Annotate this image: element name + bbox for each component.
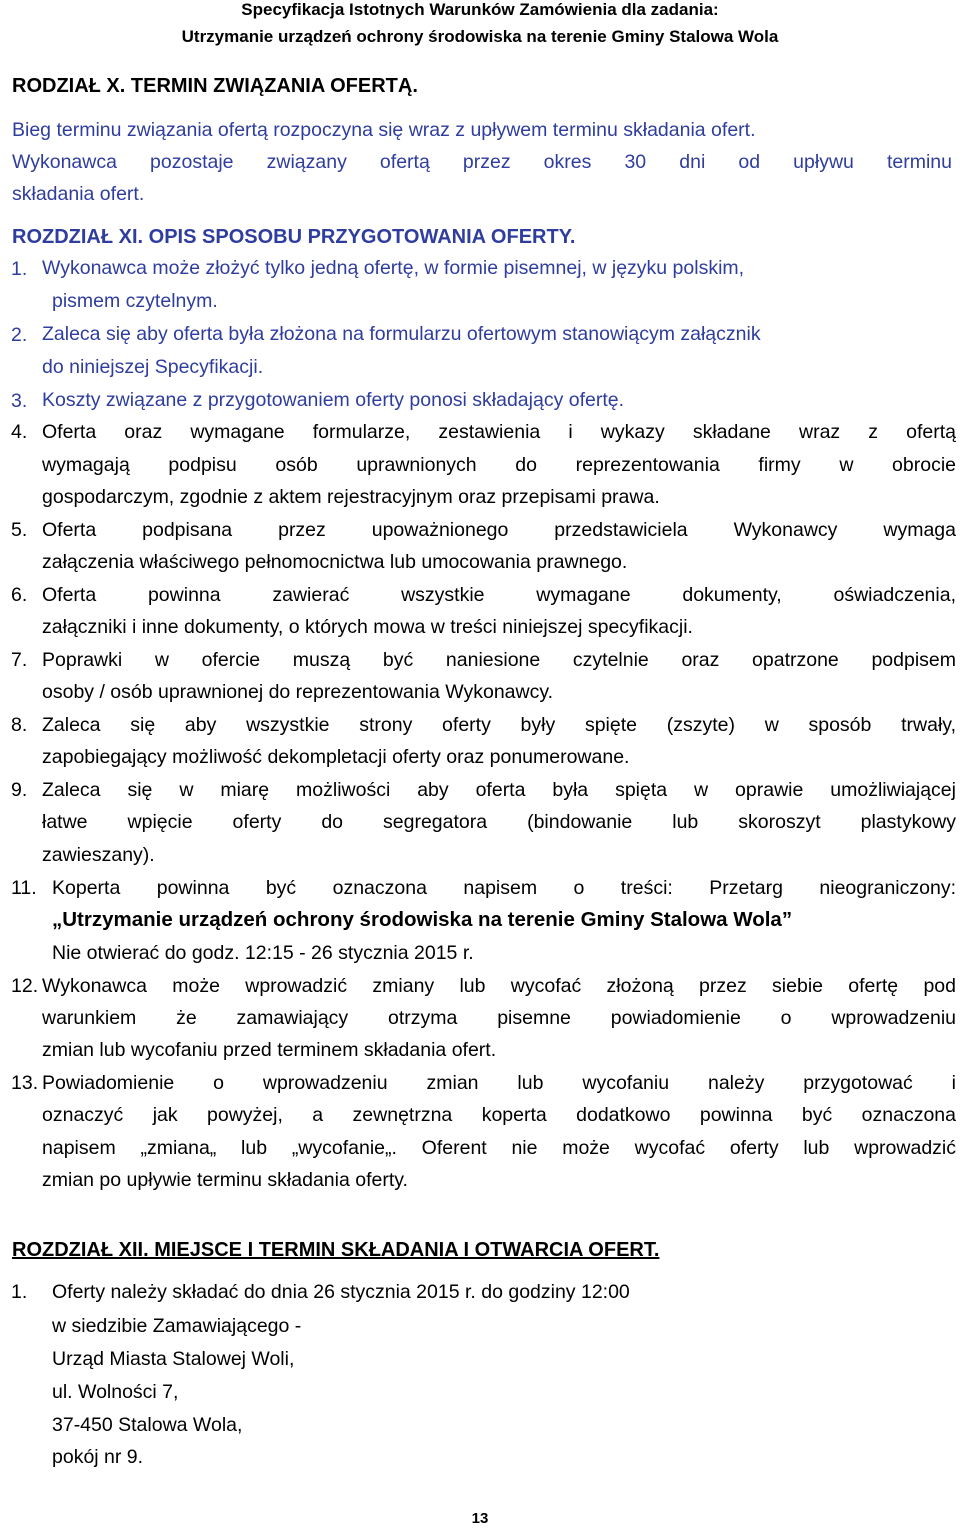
list-item-line: osoby / osób uprawnionej do reprezentowania Wykonawcy. [42,681,554,703]
page-number: 13 [471,1510,489,1527]
chapter-10-line: Wykonawca pozostaje związany ofertą przez okres 30 dni od upływu terminu [12,151,952,173]
list-item-line: gospodarczym, zgodnie z aktem rejestracyjnym oraz przepisami prawa. [42,486,660,508]
list-item-line: Koperta powinna być oznaczona napisem o treści: Przetarg nieograniczony: [52,877,956,899]
submission-line: Oferty należy składać do dnia 26 stycznia 2015 r. do godziny 12:00 [52,1281,630,1303]
envelope-label: „Utrzymanie urządzeń ochrony środowiska na terenie Gminy Stalowa Wola” [52,908,793,931]
list-number: 5. [11,519,28,541]
list-number: 9. [11,779,28,801]
submission-line: pokój nr 9. [52,1446,144,1468]
list-number: 2. [11,324,28,346]
list-number: 13. [11,1072,39,1094]
list-item-line: zapobiegający możliwość dekompletacji oferty oraz ponumerowane. [42,746,630,768]
list-number: 1. [11,258,28,280]
list-number: 12. [11,975,39,997]
list-item-line: oznaczyć jak powyżej, a zewnętrzna koperta dodatkowo powinna być oznaczona [42,1104,956,1126]
chapter-10-title: RODZIAŁ X. TERMIN ZWIĄZANIA OFERTĄ. [12,75,418,97]
list-item-line: Oferta oraz wymagane formularze, zestawienia i wykazy składane wraz z ofertą [42,421,956,443]
list-item-line: łatwe wpięcie oferty do segregatora (bindowanie lub skoroszyt plastykowy [42,811,956,833]
header-line-2: Utrzymanie urządzeń ochrony środowiska na terenie Gminy Stalowa Wola [181,27,779,46]
chapter-12-title: ROZDZIAŁ XII. MIEJSCE I TERMIN SKŁADANIA I OTWARCIA OFERT. [12,1239,660,1261]
submission-line: ul. Wolności 7, [52,1381,179,1403]
list-number: 7. [11,649,28,671]
list-item-line: Oferta powinna zawierać wszystkie wymagane dokumenty, oświadczenia, [42,584,956,606]
list-item-line: załączenia właściwego pełnomocnictwa lub umocowania prawnego. [42,551,628,573]
chapter-11-title: ROZDZIAŁ XI. OPIS SPOSOBU PRZYGOTOWANIA OFERTY. [12,226,576,248]
list-item-line: Oferta podpisana przez upoważnionego przedstawiciela Wykonawcy wymaga [42,519,956,541]
header-line-1: Specyfikacja Istotnych Warunków Zamówienia dla zadania: [241,0,719,19]
list-item-line: Zaleca się aby wszystkie strony oferty były spięte (zszyte) w sposób trwały, [42,714,956,736]
submission-line: w siedzibie Zamawiającego - [52,1315,302,1337]
list-number: 8. [11,714,28,736]
list-item-line: warunkiem że zamawiający otrzyma pisemne powiadomienie o wprowadzeniu [42,1007,956,1029]
list-item-line: Koszty związane z przygotowaniem oferty ponosi składający ofertę. [42,389,625,411]
list-item-line: załączniki i inne dokumenty, o których mowa w treści niniejszej specyfikacji. [42,616,693,638]
list-item-line: Powiadomienie o wprowadzeniu zmian lub wycofaniu należy przygotować i [42,1072,956,1094]
list-number: 11. [11,877,37,899]
list-item-line: do niniejszej Specyfikacji. [42,356,264,378]
list-item-line: Zaleca się w miarę możliwości aby oferta była spięta w oprawie umożliwiającej [42,779,956,801]
list-number: 3. [11,390,28,412]
list-number: 1. [11,1281,28,1303]
list-item-line: zmian po upływie terminu składania oferty. [42,1169,408,1191]
list-item-line: wymagają podpisu osób uprawnionych do reprezentowania firmy w obrocie [42,454,956,476]
list-item-line: Nie otwierać do godz. 12:15 - 26 stycznia 2015 r. [52,942,474,964]
list-item-line: Zaleca się aby oferta była złożona na formularzu ofertowym stanowiącym załącznik [42,323,761,345]
list-number: 4. [11,421,28,443]
list-number: 6. [11,584,28,606]
chapter-10-line: Bieg terminu związania ofertą rozpoczyna się wraz z upływem terminu składania ofert. [12,119,756,141]
submission-line: Urząd Miasta Stalowej Woli, [52,1348,295,1370]
list-item-line: Poprawki w ofercie muszą być naniesione czytelnie oraz opatrzone podpisem [42,649,956,671]
submission-line: 37-450 Stalowa Wola, [52,1414,243,1436]
list-item-line: pismem czytelnym. [52,290,218,312]
list-item-line: Wykonawca może złożyć tylko jedną ofertę, w formie pisemnej, w języku polskim, [42,257,745,279]
list-item-line: napisem „zmiana„ lub „wycofanie„. Oferent nie może wycofać oferty lub wprowadzić [42,1137,956,1159]
chapter-10-line: składania ofert. [12,183,145,205]
list-item-line: Wykonawca może wprowadzić zmiany lub wycofać złożoną przez siebie ofertę pod [42,975,956,997]
list-item-line: zmian lub wycofaniu przed terminem składania ofert. [42,1039,497,1061]
list-item-line: zawieszany). [42,844,155,866]
